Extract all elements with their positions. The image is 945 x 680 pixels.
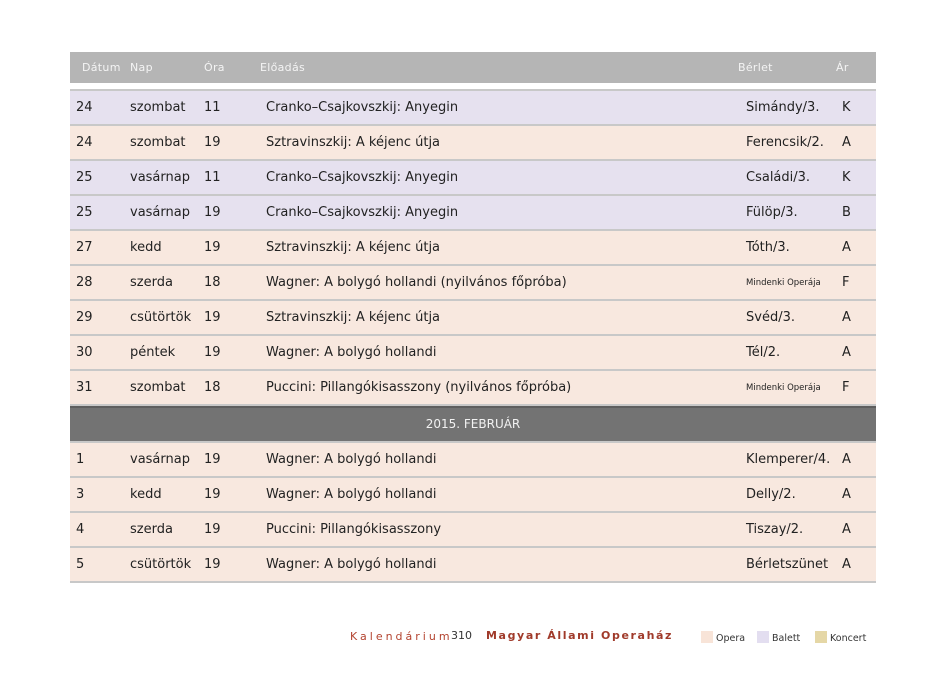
legend-balett-swatch	[757, 631, 769, 643]
cell-price: K	[842, 170, 851, 185]
cell-show: Wagner: A bolygó hollandi	[266, 557, 437, 572]
legend-opera-swatch	[701, 631, 713, 643]
month-divider: 2015. FEBRUÁR	[70, 406, 876, 441]
cell-date: 25	[76, 170, 93, 185]
cell-date: 31	[76, 380, 93, 395]
cell-price: A	[842, 522, 851, 537]
legend-opera-label: Opera	[716, 633, 746, 644]
table-row	[70, 229, 876, 264]
cell-show: Sztravinszkij: A kéjenc útja	[266, 135, 441, 150]
cell-pass: Svéd/3.	[746, 310, 795, 325]
cell-pass: Tóth/3.	[746, 240, 790, 255]
cell-date: 24	[76, 135, 93, 150]
cell-time: 19	[204, 345, 221, 360]
cell-show: Cranko–Csajkovszkij: Anyegin	[266, 100, 459, 115]
cell-pass: Mindenki Operája	[746, 278, 821, 288]
cell-show: Wagner: A bolygó hollandi	[266, 452, 437, 467]
cell-time: 11	[204, 100, 221, 115]
cell-price: K	[842, 100, 851, 115]
cell-time: 19	[204, 487, 221, 502]
cell-show: Wagner: A bolygó hollandi	[266, 345, 437, 360]
cell-time: 11	[204, 170, 221, 185]
cell-show: Wagner: A bolygó hollandi	[266, 487, 437, 502]
legend-balett-label: Balett	[772, 633, 801, 644]
cell-date: 30	[76, 345, 93, 360]
cell-pass: Fülöp/3.	[746, 205, 798, 220]
table-row	[70, 299, 876, 334]
january-rows	[70, 89, 876, 406]
cell-show: Puccini: Pillangókisasszony	[266, 522, 442, 537]
cell-day: szombat	[130, 100, 186, 115]
legend-koncert-label: Koncert	[830, 633, 867, 644]
footer-kalendarium: Kalendárium	[350, 630, 453, 643]
cell-show: Sztravinszkij: A kéjenc útja	[266, 240, 441, 255]
cell-date: 3	[76, 487, 85, 502]
cell-pass: Tél/2.	[746, 345, 781, 360]
cell-date: 1	[76, 452, 85, 467]
legend-balett	[757, 631, 800, 644]
cell-day: kedd	[130, 240, 162, 255]
cell-price: A	[842, 345, 851, 360]
cell-show: Puccini: Pillangókisasszony (nyilvános főpróba)	[266, 380, 572, 395]
cell-day: csütörtök	[130, 557, 192, 572]
cell-time: 19	[204, 240, 221, 255]
cell-show: Wagner: A bolygó hollandi (nyilvános főpróba)	[266, 275, 567, 290]
cell-day: kedd	[130, 487, 162, 502]
cell-pass: Simándy/3.	[746, 100, 820, 115]
legend-opera	[701, 631, 745, 644]
cell-time: 19	[204, 310, 221, 325]
page-footer	[0, 628, 945, 648]
cell-pass: Klemperer/4.	[746, 452, 831, 467]
cell-day: szerda	[130, 275, 173, 290]
cell-day: péntek	[130, 345, 176, 360]
table-row	[70, 159, 876, 194]
cell-time: 19	[204, 135, 221, 150]
table-row	[70, 369, 876, 406]
cell-price: A	[842, 310, 851, 325]
february-rows	[70, 441, 876, 583]
cell-date: 28	[76, 275, 93, 290]
cell-time: 19	[204, 522, 221, 537]
table-row	[70, 124, 876, 159]
cell-pass: Mindenki Operája	[746, 383, 821, 393]
table-header	[70, 52, 876, 83]
cell-price: B	[842, 205, 851, 220]
table-row	[70, 476, 876, 511]
table-row	[70, 264, 876, 299]
cell-pass: Bérletszünet	[746, 557, 829, 572]
cell-price: A	[842, 487, 851, 502]
cell-pass: Delly/2.	[746, 487, 796, 502]
cell-date: 4	[76, 522, 85, 537]
cell-show: Sztravinszkij: A kéjenc útja	[266, 310, 441, 325]
cell-date: 25	[76, 205, 93, 220]
cell-date: 24	[76, 100, 93, 115]
header-show: Előadás	[260, 61, 306, 74]
table-row	[70, 441, 876, 476]
table-row	[70, 194, 876, 229]
cell-show: Cranko–Csajkovszkij: Anyegin	[266, 205, 459, 220]
cell-day: vasárnap	[130, 170, 190, 185]
legend-koncert-swatch	[815, 631, 827, 643]
legend-koncert	[815, 631, 866, 644]
cell-time: 18	[204, 380, 221, 395]
schedule-table	[70, 52, 876, 583]
cell-pass: Családi/3.	[746, 170, 811, 185]
cell-day: szombat	[130, 380, 186, 395]
cell-time: 19	[204, 557, 221, 572]
cell-time: 18	[204, 275, 221, 290]
cell-time: 19	[204, 205, 221, 220]
table-row	[70, 511, 876, 546]
cell-pass: Ferencsik/2.	[746, 135, 824, 150]
cell-day: vasárnap	[130, 452, 190, 467]
header-price: Ár	[836, 61, 849, 74]
cell-price: A	[842, 135, 851, 150]
cell-day: vasárnap	[130, 205, 190, 220]
cell-show: Cranko–Csajkovszkij: Anyegin	[266, 170, 459, 185]
cell-pass: Tiszay/2.	[746, 522, 804, 537]
cell-date: 5	[76, 557, 85, 572]
cell-price: A	[842, 557, 851, 572]
footer-publisher: Magyar Állami Operaház	[486, 629, 674, 642]
header-date: Dátum	[82, 61, 121, 74]
cell-price: A	[842, 240, 851, 255]
cell-price: F	[842, 275, 850, 290]
cell-day: csütörtök	[130, 310, 192, 325]
cell-day: szombat	[130, 135, 186, 150]
header-time: Óra	[204, 61, 225, 74]
cell-date: 29	[76, 310, 93, 325]
cell-price: F	[842, 380, 850, 395]
table-row	[70, 334, 876, 369]
table-row	[70, 89, 876, 124]
cell-date: 27	[76, 240, 93, 255]
cell-price: A	[842, 452, 851, 467]
page-number: 310	[451, 629, 472, 642]
header-day: Nap	[130, 61, 153, 74]
table-row	[70, 546, 876, 583]
cell-time: 19	[204, 452, 221, 467]
header-pass: Bérlet	[738, 61, 773, 74]
cell-day: szerda	[130, 522, 173, 537]
